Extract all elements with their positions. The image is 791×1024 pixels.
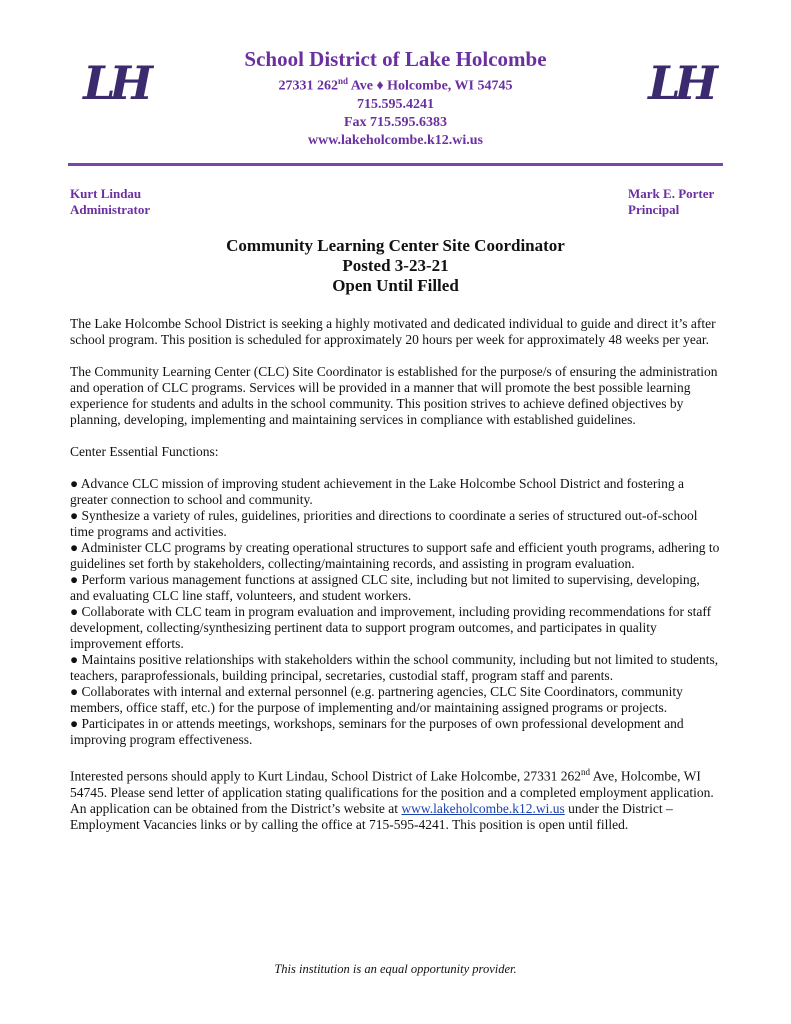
posting-body: [70, 316, 722, 849]
district-website[interactable]: www.lakeholcombe.k12.wi.us: [307, 132, 484, 148]
district-name: School District of Lake Holcombe: [244, 47, 547, 71]
posting-date: Posted 3-23-21: [342, 256, 449, 275]
description-paragraph: The Community Learning Center (CLC) Site Coordinator is established for the purpose/s of ensuring the administration and operation of CLC programs. Services will be provided in a manner that will promote the best possible learning experience for students and adults in the school community. This position strives to achieve defined objectives by planning, developing, implementing and maintaining services in compliance with established guidelines.: [70, 364, 718, 427]
district-website-link[interactable]: www.lakeholcombe.k12.wi.us: [401, 800, 565, 816]
function-item: ● Perform various management functions at assigned CLC site, including but not limited to supervising, developing, and evaluating CLC line staff, volunteers, and student workers.: [70, 572, 700, 603]
district-fax: Fax 715.595.6383: [343, 114, 448, 130]
district-logo-left: LH: [83, 56, 147, 110]
function-item: ● Synthesize a variety of rules, guidelines, priorities and directions to coordinate a series of structured out-of-school time programs and activities.: [70, 508, 698, 539]
principal-title: Principal: [628, 202, 680, 217]
functions-list: [70, 476, 722, 748]
function-item: ● Administer CLC programs by creating operational structures to support safe and efficient youth programs, adhering to guidelines set forth by stakeholders, collecting/maintaining records, and assisting in program evaluation.: [70, 540, 720, 571]
posting-header: [68, 236, 723, 296]
function-item: ● Maintains positive relationships with stakeholders within the school community, including but not limited to students, teachers, paraprofessionals, building principal, secretaries, custodial staff, program staff and parents.: [70, 652, 719, 683]
function-item: ● Collaborates with internal and external personnel (e.g. partnering agencies, CLC Site Coordinators, community members, office staff, etc.) for the purpose of implementing and/or maintaining assigned programs or projects.: [70, 684, 683, 715]
letterhead-divider: [68, 163, 723, 166]
letterhead: [150, 46, 641, 150]
intro-paragraph: The Lake Holcombe School District is seeking a highly motivated and dedicated individual to guide and direct it’s after school program. This position is scheduled for approximately 20 hours per week for approximately 48 weeks per year.: [70, 316, 716, 347]
administrator-name: Kurt Lindau: [70, 186, 142, 201]
principal-block: [628, 186, 714, 218]
function-item: ● Participates in or attends meetings, workshops, seminars for the purposes of own professional development and improving program effectiveness.: [70, 716, 684, 747]
equal-opportunity-statement: This institution is an equal opportunity provider.: [274, 962, 517, 976]
administrator-title: Administrator: [70, 202, 151, 217]
application-paragraph: Interested persons should apply to Kurt Lindau, School District of Lake Holcombe, 27331 262nd Ave, Holcombe, WI 54745. Please send letter of application stating qualifications for the position and a completed employment application. An application can be obtained from the District’s website at www.lakeholcombe.k12.wi.us under the District – Employment Vacancies links or by calling the office at 715-595-4241. This position is open until filled.: [70, 767, 714, 832]
district-address: 27331 262nd Ave ♦ Holcombe, WI 54745: [278, 76, 513, 94]
district-phone: 715.595.4241: [357, 96, 434, 112]
function-item: ● Collaborate with CLC team in program evaluation and improvement, including providing recommendations for staff development, collecting/synthesizing pertinent data to support program outcomes, and participates in quality improvement efforts.: [70, 604, 712, 651]
posting-status: Open Until Filled: [332, 276, 459, 295]
principal-name: Mark E. Porter: [628, 186, 715, 201]
posting-title: Community Learning Center Site Coordinator: [226, 236, 565, 255]
functions-heading: Center Essential Functions:: [70, 444, 219, 459]
administrator-block: [70, 186, 150, 218]
function-item: ● Advance CLC mission of improving student achievement in the Lake Holcombe School District and fostering a greater connection to school and community.: [70, 476, 685, 507]
district-logo-right: LH: [648, 56, 712, 110]
